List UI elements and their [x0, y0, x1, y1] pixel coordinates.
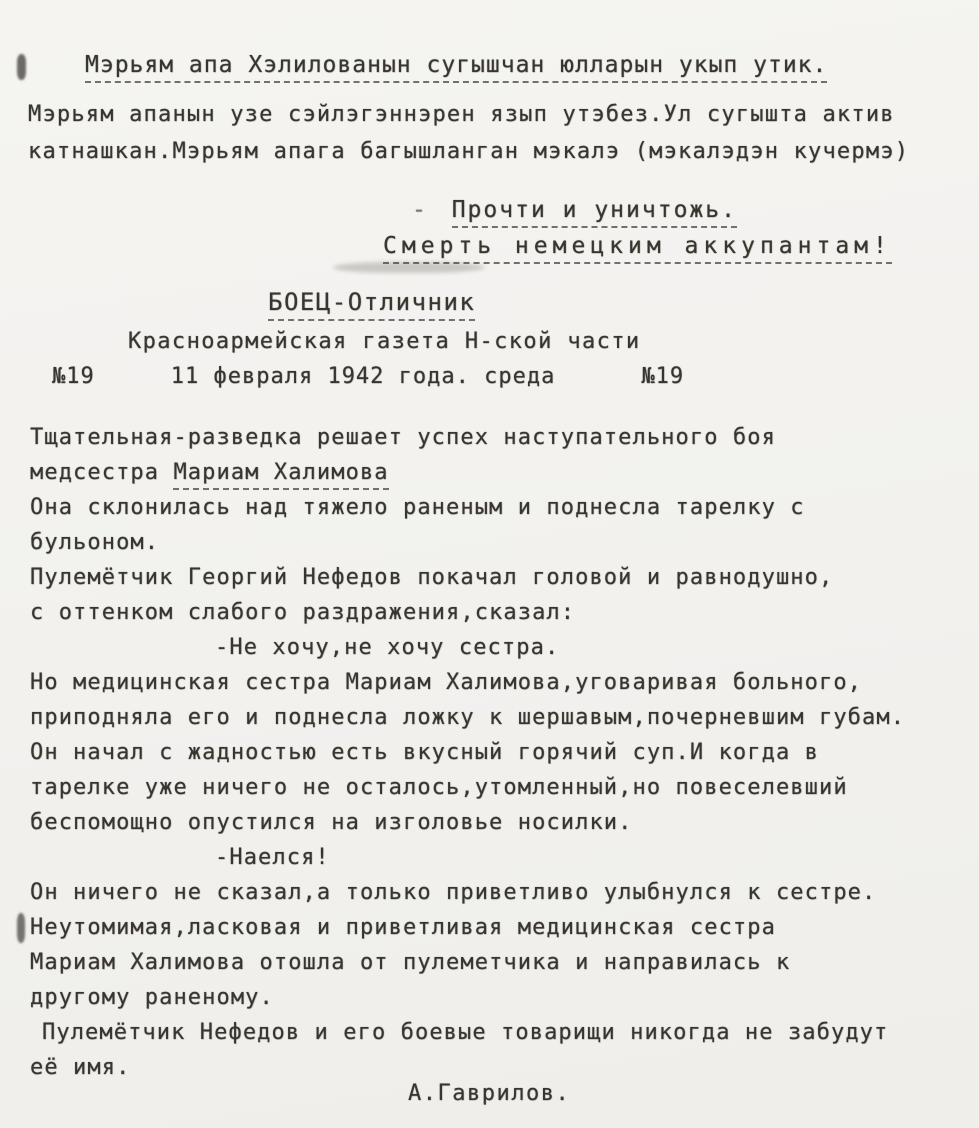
read-and-destroy-text: Прочти и уничтожь.	[452, 197, 737, 228]
article-subheadline	[30, 455, 905, 490]
article-line: другому раненому.	[30, 985, 274, 1010]
subheadline-prefix: медсестра	[30, 460, 174, 485]
article-line: с оттенком слабого раздражения,сказал:	[30, 600, 576, 625]
article-line: её имя.	[30, 1055, 131, 1080]
ink-mark	[17, 913, 25, 943]
newspaper-subtitle: Красноармейская газета Н-ской части	[128, 329, 641, 354]
author-signature: А.Гаврилов.	[408, 1081, 571, 1106]
article-line: Пулемётчик Нефедов и его боевые товарищи никогда не забудут	[42, 1020, 889, 1045]
article-line: Пулемётчик Георгий Нефедов покачал головой и равнодушно,	[30, 565, 834, 590]
issue-line	[52, 364, 684, 389]
newspaper-title	[268, 288, 475, 316]
article-line: Но медицинская сестра Мариам Халимова,уговаривая больного,	[30, 670, 863, 695]
issue-number-left: №19	[52, 364, 95, 389]
issue-number-right: №19	[641, 364, 685, 389]
article-line: Он начал с жадностью есть вкусный горячий суп.И когда в	[30, 740, 819, 765]
subheadline-name: Мариам Халимова	[173, 460, 388, 490]
article-line: Она склонилась над тяжело раненым и поднесла тарелку с	[30, 495, 805, 520]
article-line: Неутомимая,ласковая и приветливая медицинская сестра	[30, 915, 776, 940]
newspaper-title-text: БОЕЦ-Отличник	[268, 288, 475, 321]
dash-mark: -	[412, 197, 444, 223]
ink-mark	[17, 54, 26, 80]
article-line: Мариам Халимова отошла от пулеметчика и направилась к	[30, 950, 791, 975]
death-to-occupants-slogan	[383, 233, 892, 259]
article-headline: Тщательная-разведка решает успех наступательного боя	[30, 425, 776, 450]
article-body	[30, 420, 905, 1085]
tatar-note-line: Мэрьям апанын узе сэйлэгэннэрен язып утэбез.Ул сугышта актив	[28, 102, 895, 127]
article-line: приподняла его и поднесла ложку к шершавым,почерневшим губам.	[30, 705, 906, 730]
read-and-destroy-slogan	[412, 197, 737, 223]
article-line: тарелке уже ничего не осталось,утомленный,но повеселевший	[30, 775, 848, 800]
dialog-line: -Наелся!	[215, 845, 330, 870]
article-line: бульоном.	[30, 530, 160, 555]
dialog-line: -Не хочу,не хочу сестра.	[215, 635, 560, 660]
article-line: Он ничего не сказал,а только приветливо улыбнулся к сестре.	[30, 880, 877, 905]
tatar-note-title	[85, 52, 827, 78]
tatar-note-line: катнашкан.Мэрьям апага багышланган мэкалэ (мэкалэдэн кучермэ)	[28, 139, 910, 164]
tatar-note-title-text: Мэрьям апа Хэлилованын сугышчан юлларын укып утик.	[85, 52, 827, 83]
issue-date: 11 февраля 1942 года. среда	[170, 364, 556, 389]
article-line: беспомощно опустился на изголовье носилки.	[30, 810, 633, 835]
death-slogan-text: Смерть немецким аккупантам!	[383, 233, 892, 264]
